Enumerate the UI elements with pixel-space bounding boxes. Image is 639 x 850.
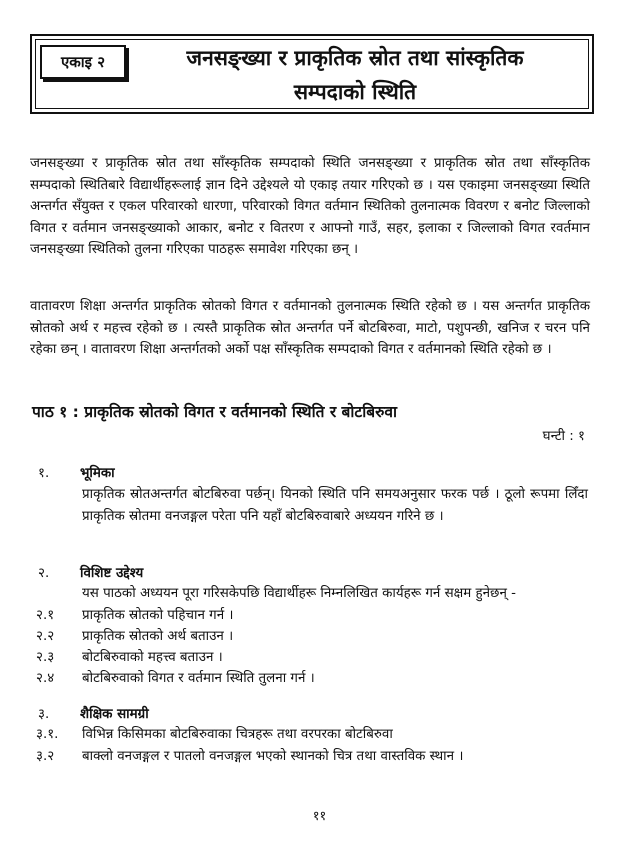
list-item: विभिन्न किसिमका बोटबिरुवाका चित्रहरू तथा वरपरका बोटबिरुवा — [82, 727, 393, 742]
section-2-title: विशिष्ट उद्देश्य — [80, 566, 144, 581]
section-3-number: ३. — [38, 707, 50, 722]
list-item-number: ३.२ — [36, 749, 55, 764]
list-item-number: ३.१. — [36, 727, 59, 742]
list-item: बाक्लो वनजङ्गल र पातलो वनजङ्गल भएको स्थानको चित्र तथा वास्तविक स्थान । — [82, 749, 464, 764]
page-number: ११ — [312, 809, 327, 824]
intro-paragraph-1: जनसङ्ख्या र प्राकृतिक स्रोत तथा साँस्कृतिक सम्पदाको स्थिति जनसङ्ख्या र प्राकृतिक स्रोत तथा साँस्कृतिक सम्पदाको स्थितिबारे विद्यार्थीहरूलाई ज्ञान दिने उद्देश्यले यो एकाइ तयार गरिएको छ । यस एकाइमा जनसङ्ख्या स्थिति अन्तर्गत सँयुक्त र एकल परिवारको धारणा, परिवारको विगत वर्तमान स्थितिको तुलनात्मक विवरण र बनोट जिल्लाको विगत र वर्तमान जनसङ्ख्याको आकार, बनोट र वितरण र आफ्नो गाउँ, सहर, इलाका र जिल्लाको विगत रवर्तमान जनसङ्ख्या स्थितिको तुलना गरिएका पाठहरू समावेश गरिएका छन् । — [30, 156, 590, 257]
list-item-number: २.१ — [36, 608, 55, 623]
unit-title-line-2: सम्पदाको स्थिति — [293, 80, 417, 104]
list-item-number: २.३ — [36, 650, 55, 665]
list-item-number: २.४ — [36, 671, 55, 686]
intro-paragraph-2: वातावरण शिक्षा अन्तर्गत प्राकृतिक स्रोतको विगत र वर्तमानको तुलनात्मक स्थिति रहेको छ । यस अन्तर्गत प्राकृतिक स्रोतको अर्थ र महत्त्व रहेको छ । त्यस्तै प्राकृतिक स्रोत अन्तर्गत पर्ने बोटबिरुवा, माटो, पशुपन्छी, खनिज र चरन पनि रहेका छन् । वातावरण शिक्षा अन्तर्गतको अर्को पक्ष साँस्कृतिक सम्पदाको विगत र वर्तमानको स्थिति रहेको छ । — [30, 299, 590, 357]
unit-tag: एकाइ २ — [40, 45, 126, 79]
section-3-title: शैक्षिक सामग्री — [80, 707, 149, 722]
period-label: घन्टी : १ — [542, 429, 585, 444]
section-1-body: प्राकृतिक स्रोतअन्तर्गत बोटबिरुवा पर्छन्। यिनको स्थिति पनि समयअनुसार फरक पर्छ । ठूलो रूपमा लिँदा प्राकृतिक स्रोतमा वनजङ्गल परेता पनि यहाँ बोटबिरुवाबारे अध्ययन गरिने छ । — [82, 487, 588, 524]
list-item: बोटबिरुवाको महत्त्व बताउन । — [82, 650, 223, 665]
list-item-number: २.२ — [36, 629, 55, 644]
unit-title-line-1: जनसङ्ख्या र प्राकृतिक स्रोत तथा सांस्कृतिक — [186, 46, 524, 70]
list-item: बोटबिरुवाको विगत र वर्तमान स्थिति तुलना गर्न । — [82, 671, 315, 686]
list-item: प्राकृतिक स्रोतको पहिचान गर्न । — [82, 608, 234, 623]
section-1-title: भूमिका — [80, 466, 115, 481]
section-2-number: २. — [38, 566, 50, 581]
section-2-body: यस पाठको अध्ययन पूरा गरिसकेपछि विद्यार्थीहरू निम्नलिखित कार्यहरू गर्न सक्षम हुनेछन् - — [82, 586, 516, 601]
unit-title-box — [30, 34, 594, 114]
lesson-heading: पाठ १ : प्राकृतिक स्रोतको विगत र वर्तमानको स्थिति र बोटबिरुवा — [32, 403, 398, 421]
list-item: प्राकृतिक स्रोतको अर्थ बताउन । — [82, 629, 234, 644]
section-1-number: १. — [38, 466, 50, 481]
